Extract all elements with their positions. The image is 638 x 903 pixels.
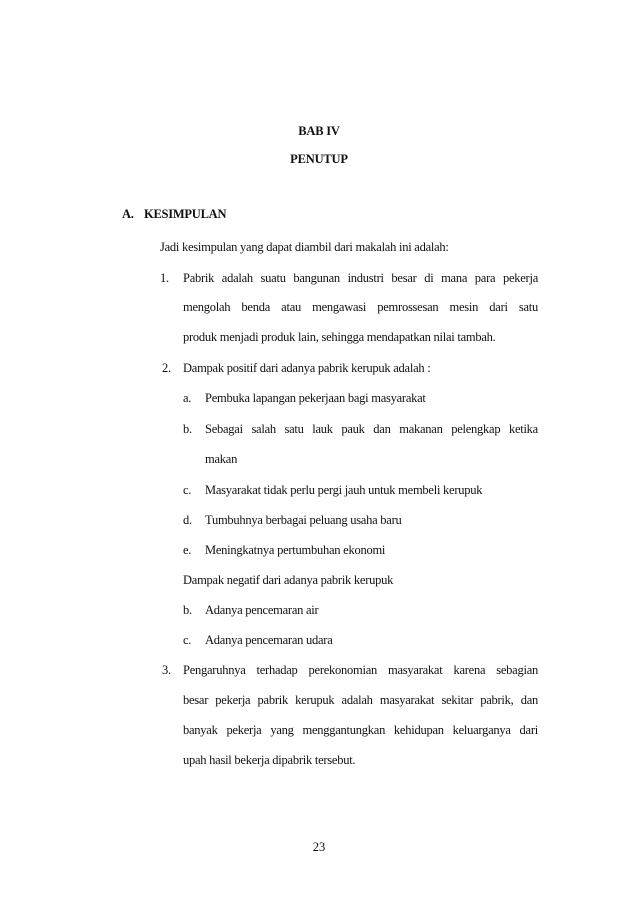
- sub-item-text: Sebagai salah satu lauk pauk dan makanan pelengkap ketika: [205, 422, 538, 436]
- sub-item-marker: b.: [183, 422, 192, 436]
- list-item-line: banyak pekerja yang menggantungkan kehidupan keluarganya dari: [183, 723, 538, 737]
- chapter-number: BAB IV: [298, 124, 340, 138]
- list-item-line: mengolah benda atau mengawasi pemrossesan mesin dari satu: [183, 300, 538, 314]
- list-item-line: upah hasil bekerja dipabrik tersebut.: [183, 753, 356, 767]
- negative-heading: Dampak negatif dari adanya pabrik kerupuk: [183, 573, 394, 587]
- sub-item-marker: c.: [183, 483, 192, 497]
- sub-item-marker: c.: [183, 633, 192, 647]
- sub-item-marker: b.: [183, 603, 192, 617]
- sub-item-marker: d.: [183, 513, 192, 527]
- list-item-number: 3.: [162, 663, 171, 677]
- list-item-line: produk menjadi produk lain, sehingga mendapatkan nilai tambah.: [183, 330, 496, 344]
- sub-item-text: Meningkatnya pertumbuhan ekonomi: [205, 543, 386, 557]
- list-item-number: 1.: [160, 271, 169, 285]
- sub-item-text: Masyarakat tidak perlu pergi jauh untuk membeli kerupuk: [205, 483, 483, 497]
- sub-item-text: Tumbuhnya berbagai peluang usaha baru: [205, 513, 402, 527]
- sub-item-text: makan: [205, 452, 238, 466]
- list-item-line: Pabrik adalah suatu bangunan industri besar di mana para pekerja: [183, 271, 538, 285]
- section-title: KESIMPULAN: [144, 207, 227, 221]
- sub-item-marker: e.: [183, 543, 192, 557]
- sub-item-text: Adanya pencemaran air: [205, 603, 319, 617]
- list-item-number: 2.: [162, 361, 171, 375]
- list-item-line: Pengaruhnya terhadap perekonomian masyarakat karena sebagian: [183, 663, 538, 677]
- page-number: 23: [312, 840, 326, 854]
- section-marker: A.: [122, 207, 134, 221]
- sub-item-marker: a.: [183, 391, 192, 405]
- intro-text: Jadi kesimpulan yang dapat diambil dari makalah ini adalah:: [160, 240, 449, 254]
- chapter-title: PENUTUP: [290, 152, 348, 166]
- sub-item-text: Pembuka lapangan pekerjaan bagi masyarakat: [205, 391, 426, 405]
- list-item-text: Dampak positif dari adanya pabrik kerupuk adalah :: [183, 361, 431, 375]
- sub-item-text: Adanya pencemaran udara: [205, 633, 333, 647]
- list-item-line: besar pekerja pabrik kerupuk adalah masyarakat sekitar pabrik, dan: [183, 693, 538, 707]
